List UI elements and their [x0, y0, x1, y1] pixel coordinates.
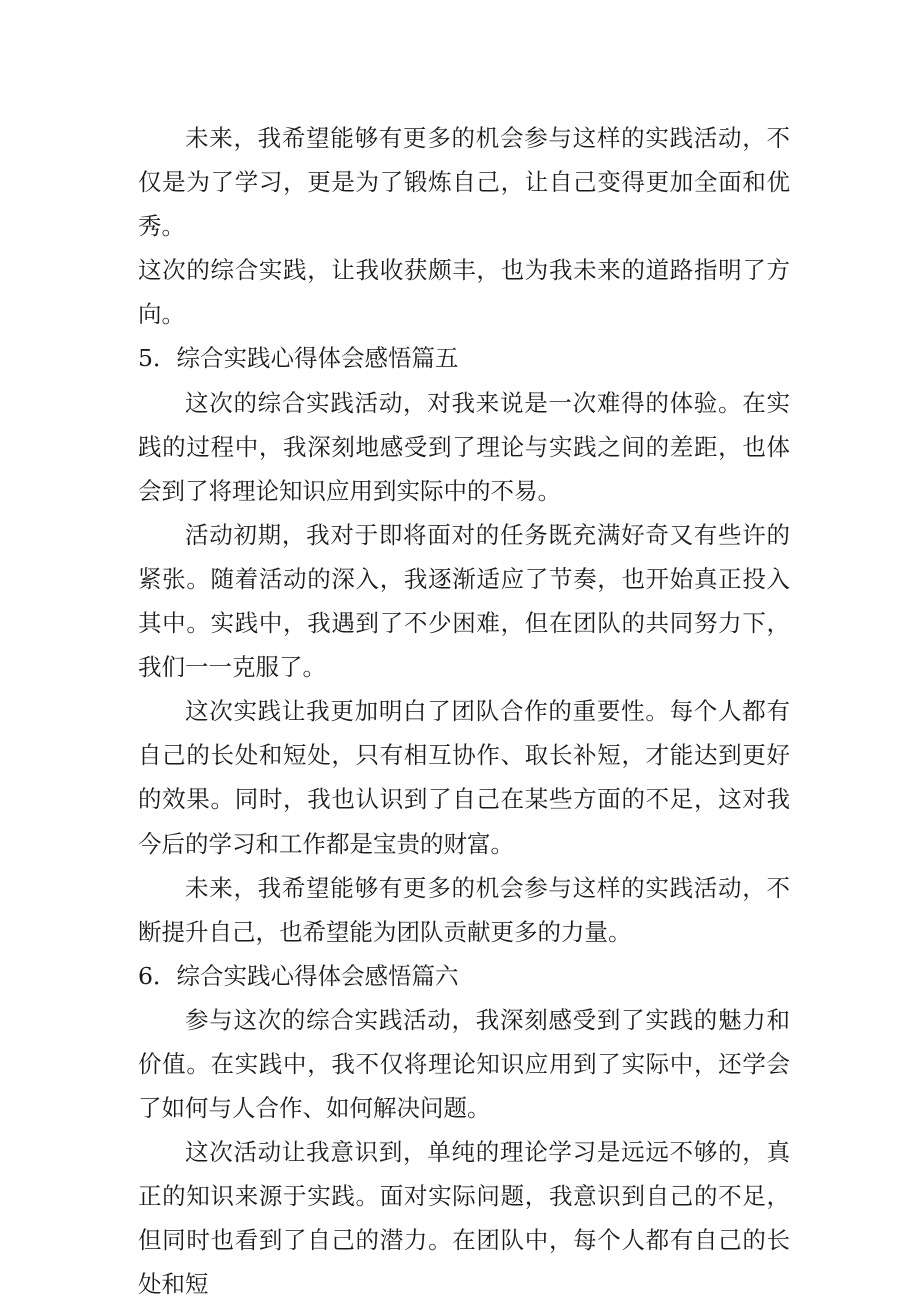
- paragraph: 未来，我希望能够有更多的机会参与这样的实践活动，不断提升自己，也希望能为团队贡献更多的力量。: [138, 873, 790, 946]
- paragraph-continuation: 这次的综合实践，让我收获颇丰，也为我未来的道路指明了方向。: [138, 256, 790, 329]
- paragraph: 参与这次的综合实践活动，我深刻感受到了实践的魅力和价值。在实践中，我不仅将理论知识应用到了实际中，还学会了如何与人合作、如何解决问题。: [138, 1005, 790, 1123]
- paragraph: 活动初期，我对于即将面对的任务既充满好奇又有些许的紧张。随着活动的深入，我逐渐适应了节奏，也开始真正投入其中。实践中，我遇到了不少困难，但在团队的共同努力下，我们一一克服了。: [138, 520, 790, 682]
- paragraph: 这次的综合实践活动，对我来说是一次难得的体验。在实践的过程中，我深刻地感受到了理论与实践之间的差距，也体会到了将理论知识应用到实际中的不易。: [138, 388, 790, 505]
- paragraph: 未来，我希望能够有更多的机会参与这样的实践活动，不仅是为了学习，更是为了锻炼自己，让自己变得更加全面和优秀。: [138, 124, 790, 241]
- section-heading-6: 6．综合实践心得体会感悟篇六: [138, 961, 459, 990]
- paragraph: 这次实践让我更加明白了团队合作的重要性。每个人都有自己的长处和短处，只有相互协作、取长补短，才能达到更好的效果。同时，我也认识到了自己在某些方面的不足，这对我今后的学习和工作都是宝贵的财富。: [138, 697, 790, 858]
- section-heading-5: 5．综合实践心得体会感悟篇五: [138, 344, 459, 373]
- paragraph: 这次活动让我意识到，单纯的理论学习是远远不够的，真正的知识来源于实践。面对实际问题，我意识到自己的不足，但同时也看到了自己的潜力。在团队中，每个人都有自己的长处和短: [138, 1138, 790, 1299]
- document-page: [138, 116, 790, 1307]
